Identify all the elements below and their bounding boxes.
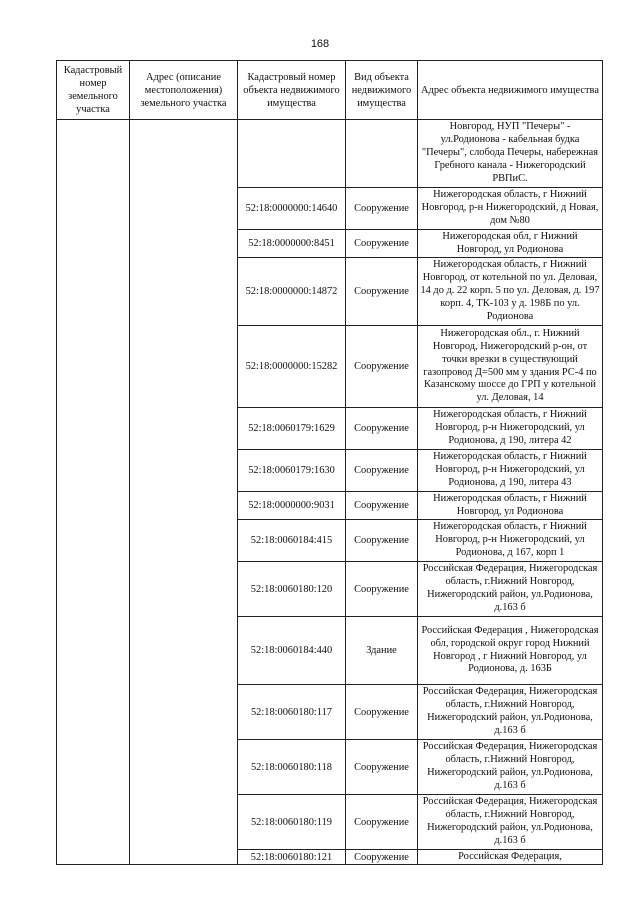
object-cadastral-number: 52:18:0060179:1629: [238, 408, 346, 450]
object-cadastral-number: 52:18:0000000:14640: [238, 188, 346, 230]
object-cadastral-number: 52:18:0060180:117: [238, 685, 346, 740]
object-cadastral-number: 52:18:0060184:415: [238, 520, 346, 562]
object-address: Российская Федерация, Нижегородская область, г.Нижний Новгород, Нижегородский район, ул.Родионова, д.163 б: [418, 740, 603, 795]
object-address: Российская Федерация,: [418, 850, 603, 865]
object-address: Нижегородская область, г Нижний Новгород, р-н Нижегородский, д Новая, дом №80: [418, 188, 603, 230]
object-type: Сооружение: [346, 492, 418, 520]
object-address: Нижегородская область, г Нижний Новгород, р-н Нижегородский, ул Родионова, д 190, литера 43: [418, 450, 603, 492]
object-cadastral-number: 52:18:0060180:119: [238, 795, 346, 850]
table-row: [57, 120, 603, 188]
object-address: Нижегородская обл., г. Нижний Новгород, Нижегородский р-он, от точки врезки в существующий газопровод Д=500 мм у здания РС-4 по Казанскому шоссе до ГРП у котельной ул. Деловая, 14: [418, 326, 603, 408]
object-address: Нижегородская область, г Нижний Новгород, ул Родионова: [418, 492, 603, 520]
header-object-type: Вид объекта недвижимого имущества: [346, 61, 418, 120]
object-address: Нижегородская область, г Нижний Новгород, р-н Нижегородский, ул Родионова, д 190, литера 42: [418, 408, 603, 450]
object-type: Сооружение: [346, 326, 418, 408]
object-address: Российская Федерация, Нижегородская область, г.Нижний Новгород, Нижегородский район, ул.Родионова, д.163 б: [418, 795, 603, 850]
page-number: 168: [310, 38, 330, 50]
object-cadastral-number: 52:18:0060180:120: [238, 562, 346, 617]
object-cadastral-number: 52:18:0060184:440: [238, 617, 346, 685]
object-cadastral-number: [238, 120, 346, 188]
object-address: Российская Федерация, Нижегородская область, г.Нижний Новгород, Нижегородский район, ул.Родионова, д.163 б: [418, 685, 603, 740]
header-object-address: Адрес объекта недвижимого имущества: [418, 61, 603, 120]
object-type: Сооружение: [346, 850, 418, 865]
object-address: Нижегородская область, г Нижний Новгород, от котельной по ул. Деловая, 14 до д. 22 корп. 5 по ул. Деловая, д. 197 корп. 4, ТК-103 у д. 198Б по ул. Родионова: [418, 258, 603, 326]
object-type: Сооружение: [346, 740, 418, 795]
object-cadastral-number: 52:18:0000000:14872: [238, 258, 346, 326]
object-type: Сооружение: [346, 685, 418, 740]
object-cadastral-number: 52:18:0000000:9031: [238, 492, 346, 520]
object-type: Сооружение: [346, 408, 418, 450]
object-type: Сооружение: [346, 258, 418, 326]
table-header-row: [57, 61, 603, 120]
object-type: Здание: [346, 617, 418, 685]
object-cadastral-number: 52:18:0060180:118: [238, 740, 346, 795]
object-address: Российская Федерация , Нижегородская обл, городской округ город Нижний Новгород , г Нижний Новгород, ул Родионова, д. 163Б: [418, 617, 603, 685]
object-type: Сооружение: [346, 188, 418, 230]
object-type: Сооружение: [346, 450, 418, 492]
object-address: Российская Федерация, Нижегородская область, г.Нижний Новгород, Нижегородский район, ул.Родионова, д.163 б: [418, 562, 603, 617]
object-cadastral-number: 52:18:0060179:1630: [238, 450, 346, 492]
object-address: Нижегородская область, г Нижний Новгород, р-н Нижегородский, ул Родионова, д 167, корп 1: [418, 520, 603, 562]
header-object-cadastral-number: Кадастровый номер объекта недвижимого имущества: [238, 61, 346, 120]
object-type: Сооружение: [346, 795, 418, 850]
header-land-address: Адрес (описание местоположения) земельного участка: [130, 61, 238, 120]
land-cadastral-number-cell: [57, 120, 130, 865]
object-address: Новгород, НУП "Печеры" - ул.Родионова - кабельная будка "Печеры", слобода Печеры, набережная Гребного канала - Нижегородский РВПиС.: [418, 120, 603, 188]
object-address: Нижегородская обл, г Нижний Новгород, ул Родионова: [418, 230, 603, 258]
object-type: Сооружение: [346, 562, 418, 617]
object-cadastral-number: 52:18:0000000:15282: [238, 326, 346, 408]
object-type: Сооружение: [346, 520, 418, 562]
object-cadastral-number: 52:18:0060180:121: [238, 850, 346, 865]
land-address-cell: [130, 120, 238, 865]
object-cadastral-number: 52:18:0000000:8451: [238, 230, 346, 258]
object-type: Сооружение: [346, 230, 418, 258]
header-land-cadastral-number: Кадастровый номер земельного участка: [57, 61, 130, 120]
property-table: [56, 60, 603, 865]
object-type: [346, 120, 418, 188]
